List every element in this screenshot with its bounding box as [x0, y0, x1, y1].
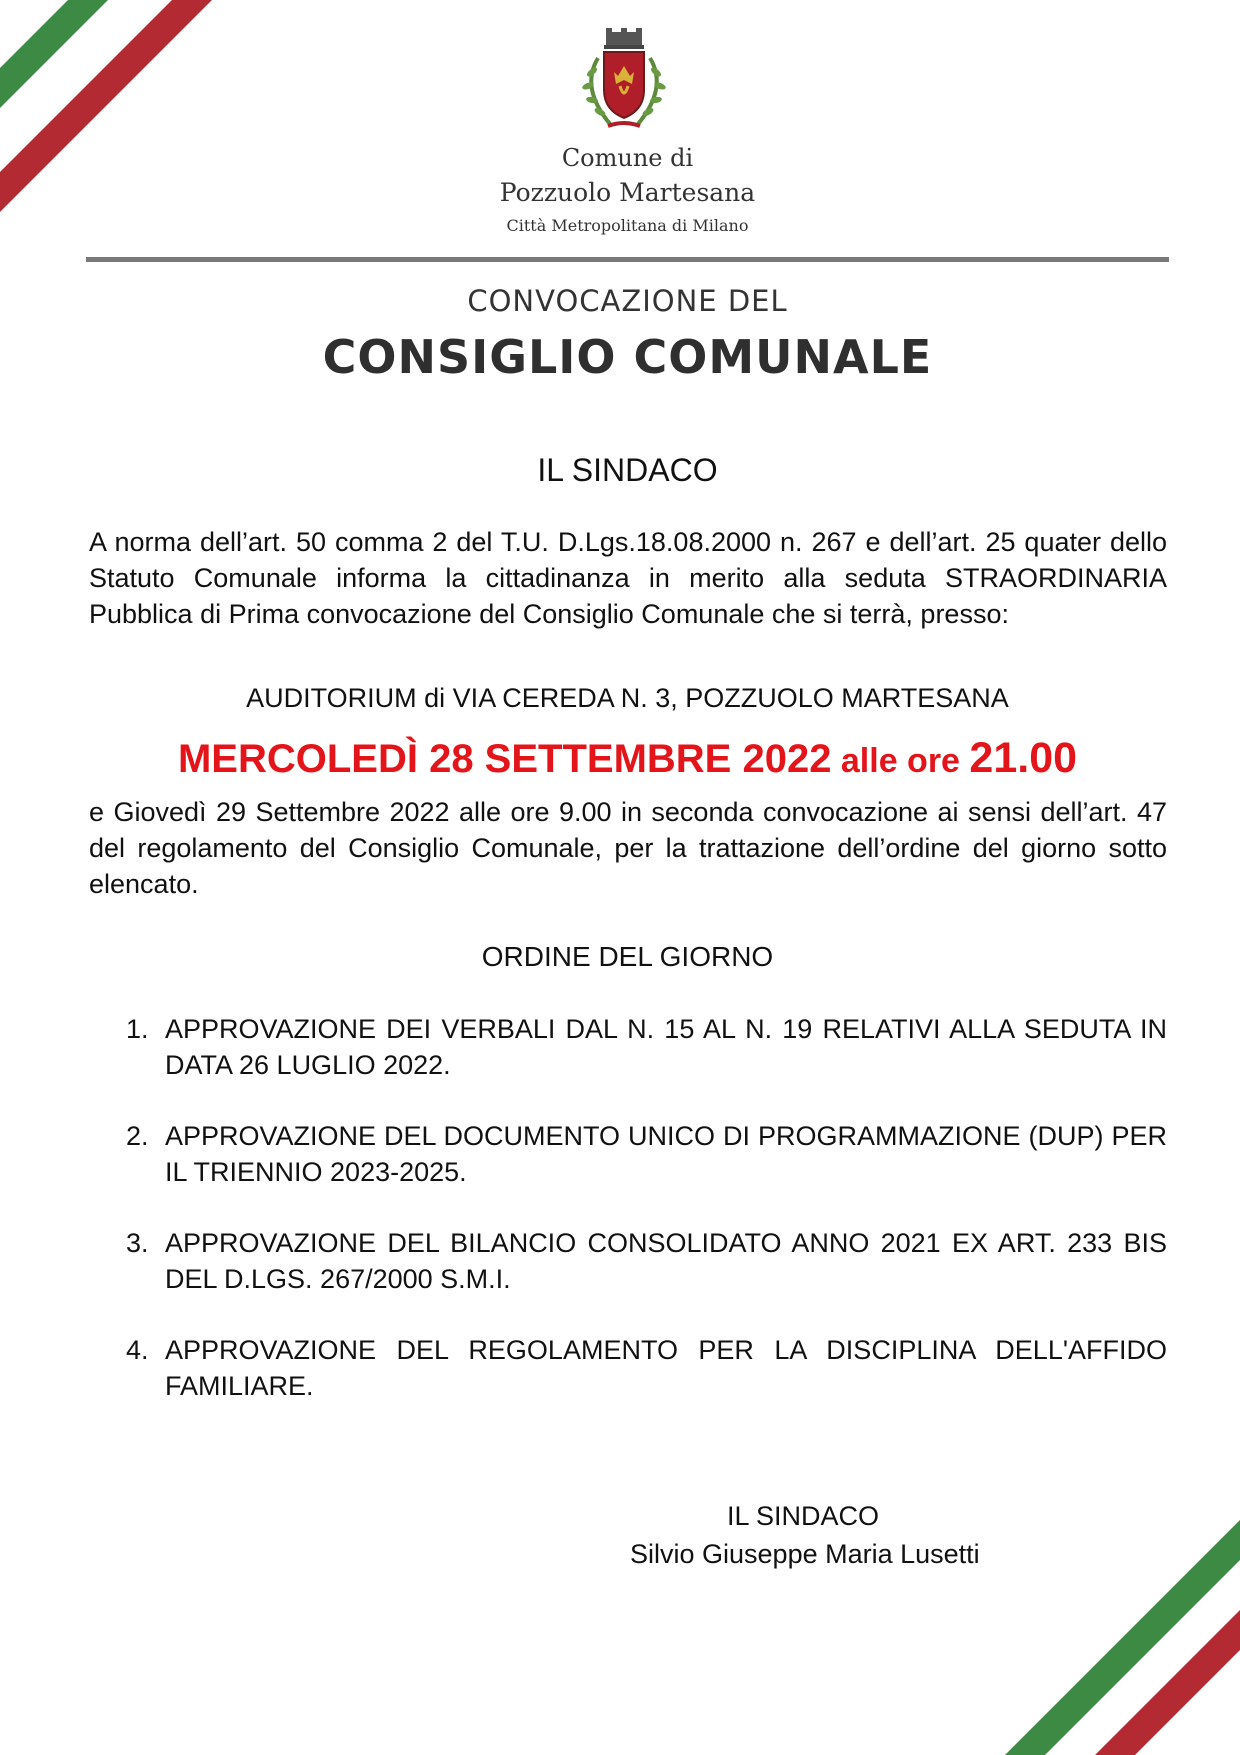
intro-paragraph: A norma dell’art. 50 comma 2 del T.U. D.Lgs.18.08.2000 n. 267 e dell’art. 25 quater dello Statuto Comunale informa la cittadinanza in merito alla seduta STRAORDINARIA Pubblica di Prima convocazione del Consiglio Comunale che si terrà, presso: — [89, 527, 1167, 629]
meeting-date-connector: alle ore — [831, 742, 970, 780]
agenda-item-number: 2. — [126, 1121, 149, 1151]
comune-name-line2: Pozzuolo Martesana — [499, 178, 756, 207]
venue-line: AUDITORIUM di VIA CEREDA N. 3, POZZUOLO MARTESANA — [246, 683, 1009, 713]
sindaco-heading: IL SINDACO — [537, 452, 718, 488]
document-title-line2: CONSIGLIO COMUNALE — [322, 330, 933, 384]
agenda-item-text: APPROVAZIONE DEL BILANCIO CONSOLIDATO ANNO 2021 EX ART. 233 BIS DEL D.LGS. 267/2000 S.M.I. — [165, 1228, 1167, 1294]
bottom-right-red-stripe — [1095, 1610, 1240, 1755]
agenda-item-number: 4. — [126, 1335, 149, 1365]
top-left-green-stripe — [0, 0, 108, 108]
agenda-item-number: 3. — [126, 1228, 149, 1258]
agenda-item — [126, 1011, 1167, 1083]
agenda-item-text: APPROVAZIONE DEI VERBALI DAL N. 15 AL N. 19 RELATIVI ALLA SEDUTA IN DATA 26 LUGLIO 2022. — [165, 1014, 1167, 1080]
agenda-item — [126, 1118, 1167, 1190]
agenda-item-text: APPROVAZIONE DEL REGOLAMENTO PER LA DISCIPLINA DELL'AFFIDO FAMILIARE. — [165, 1335, 1167, 1401]
comune-subtitle: Città Metropolitana di Milano — [506, 216, 749, 235]
signature-name: Silvio Giuseppe Maria Lusetti — [630, 1539, 980, 1569]
meeting-date — [0, 734, 1240, 783]
agenda-heading: ORDINE DEL GIORNO — [481, 941, 774, 972]
header-divider — [86, 257, 1169, 262]
bottom-right-green-stripe — [1005, 1520, 1240, 1755]
meeting-time: 21.00 — [969, 734, 1078, 782]
agenda-item — [126, 1225, 1167, 1297]
bottom-right-flag-stripes — [1005, 1520, 1240, 1755]
comune-name-line1: Comune di — [561, 144, 694, 172]
document-title-line1: CONVOCAZIONE DEL — [467, 284, 788, 318]
agenda-item — [126, 1332, 1167, 1404]
coat-of-arms-icon — [570, 28, 678, 136]
meeting-date-day: MERCOLEDÌ 28 SETTEMBRE 2022 — [177, 737, 832, 781]
agenda-item-text: APPROVAZIONE DEL DOCUMENTO UNICO DI PROGRAMMAZIONE (DUP) PER IL TRIENNIO 2023-2025. — [165, 1121, 1167, 1187]
second-call-paragraph: e Giovedì 29 Settembre 2022 alle ore 9.00 in seconda convocazione ai sensi dell’art. 47 del regolamento del Consiglio Comunale, per la trattazione dell’ordine del giorno sotto elencato. — [89, 797, 1167, 899]
signature-role: IL SINDACO — [727, 1501, 880, 1531]
agenda-item-number: 1. — [126, 1014, 149, 1044]
